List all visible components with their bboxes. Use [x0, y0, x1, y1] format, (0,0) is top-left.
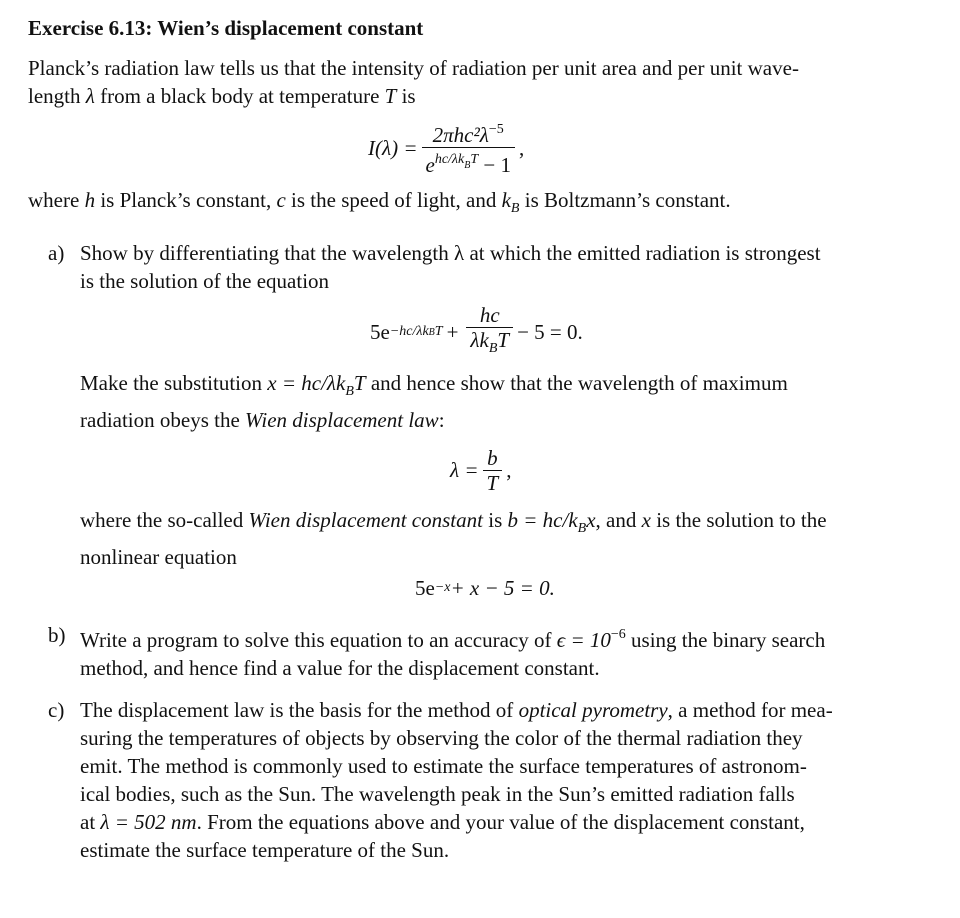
planck-lhs: I(λ) = [368, 136, 418, 160]
substitution-paragraph: Make the substitution $x = hc/\lambda k_BT$ and hence show that the wavelength of maximum radiation obeys the Wien displacement law: [80, 371, 788, 432]
part-a [28, 239, 918, 607]
temperature-symbol: T [384, 84, 397, 108]
intro-line-1: Planck’s radiation law tells us that the intensity of radiation per unit area and per unit wave- [28, 56, 799, 80]
part-c [28, 696, 918, 864]
optical-pyrometry-emphasis: optical pyrometry [518, 698, 668, 722]
wien-constant-paragraph: where the so-called Wien displacement constant is $b = hc/k_Bx$, and x is the solution to the nonlinear equation [80, 508, 827, 569]
derivative-equation: 5e −hc/λkBT + $\frac{hc}{\lambda k_BT}$ − 5 = 0. [370, 303, 918, 361]
c-symbol: c [276, 188, 286, 212]
intro-paragraph [28, 54, 918, 110]
part-a-body [80, 239, 918, 607]
part-a-line-1: Show by differentiating that the wavelength λ at which the emitted radiation is strongest [80, 241, 821, 265]
planck-comma: , [518, 136, 525, 160]
planck-fraction [422, 118, 515, 178]
intro-text: from a black body at temperature [94, 84, 385, 108]
wien-law-emphasis: Wien displacement law [245, 408, 439, 432]
kb-symbol: k [501, 188, 511, 212]
planck-denominator: $e^{hc/\lambda k_BT} - 1$ [422, 147, 515, 178]
part-a-line-2: is the solution of the equation [80, 269, 330, 293]
wien-fraction: $\frac{b}{T}$ [483, 446, 503, 495]
part-b-label: b) [48, 623, 66, 647]
wien-constant-emphasis: Wien displacement constant [248, 508, 483, 532]
part-c-label: c) [48, 698, 65, 722]
lambda-symbol: λ [85, 84, 95, 108]
intro-text: length [28, 84, 86, 108]
derivative-fraction: $\frac{hc}{\lambda k_BT}$ [466, 303, 513, 361]
intro-text: is [396, 84, 416, 108]
planck-numerator: $2\pi hc^2\lambda^{-5}$ [432, 122, 504, 147]
exercise-title: Exercise 6.13: Wien’s displacement constant [28, 16, 424, 40]
part-b-body: Write a program to solve this equation to an accuracy of $\epsilon = 10^{-6}$ using the binary search method, and hence find a value for the displacement constant. [80, 627, 826, 680]
where-paragraph: where h is Planck’s constant, c is the speed of light, and $k_B$ is Boltzmann’s constant. [28, 188, 731, 216]
h-symbol: h [84, 188, 96, 212]
part-a-label: a) [48, 241, 65, 265]
exercise-page [28, 14, 918, 864]
part-b [28, 621, 918, 682]
wien-law-equation: λ = $\frac{b}{T}$ , [450, 445, 512, 495]
part-c-body: The displacement law is the basis for the method of optical pyrometry, a method for mea- suring the temperatures of objects by observing the color of the thermal radiation they emit. The method is commonly used to estimate the surface temperatures of astronom- ical bodies, such as the Sun. The wavelength peak in the Sun’s emitted radiation falls at λ = 502 nm. From the equations above and your value of the displacement constant, estimate the surface temperature of the Sun. [80, 698, 833, 862]
nonlinear-equation: 5e −x + x − 5 = 0. [415, 576, 555, 600]
planck-equation [368, 118, 918, 178]
